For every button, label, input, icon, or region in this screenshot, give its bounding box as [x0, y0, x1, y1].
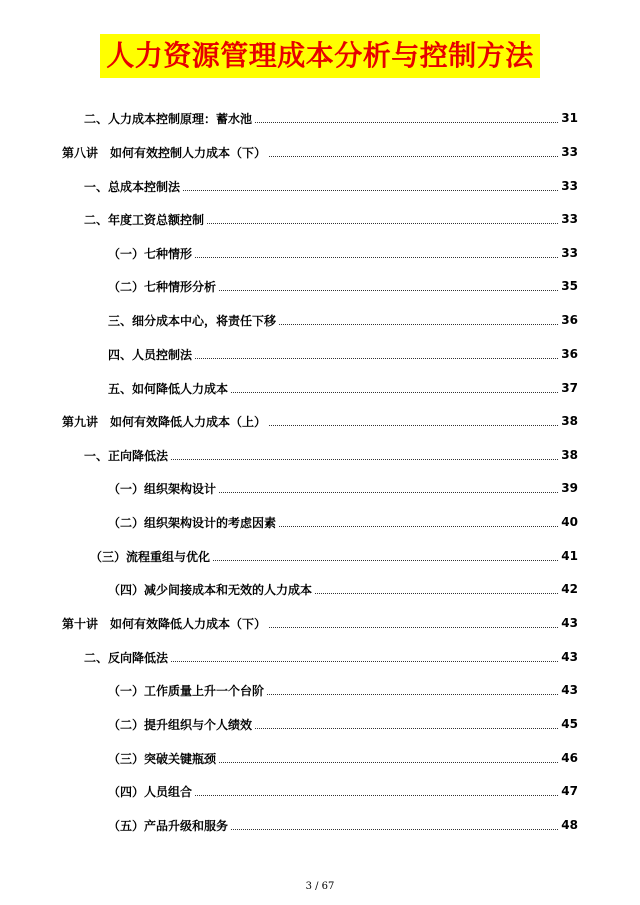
toc-leader-dots — [269, 627, 558, 628]
toc-entry-page: 39 — [561, 481, 578, 495]
toc-entry-page: 47 — [561, 784, 578, 798]
toc-entry-label: （三）突破关键瓶颈 — [108, 751, 217, 766]
toc-entry-label: 第八讲 如何有效控制人力成本（下） — [62, 145, 267, 160]
toc-leader-dots — [267, 694, 558, 695]
toc-entry-page: 48 — [561, 818, 578, 832]
toc-entry-label: （一）组织架构设计 — [108, 481, 217, 496]
document-title: 人力资源管理成本分析与控制方法 — [100, 34, 540, 78]
toc-entry[interactable] — [108, 276, 578, 296]
toc-entry-page: 40 — [561, 515, 578, 529]
toc-entry-label: 二、反向降低法 — [84, 650, 169, 665]
toc-entry-page: 46 — [561, 751, 578, 765]
toc-entry-label: 一、正向降低法 — [84, 448, 169, 463]
toc-leader-dots — [255, 728, 558, 729]
toc-entry-label: （三）流程重组与优化 — [90, 549, 211, 564]
toc-entry-page: 43 — [561, 650, 578, 664]
toc-entry-page: 41 — [561, 549, 578, 563]
toc-leader-dots — [269, 425, 558, 426]
toc-entry-label: （二）组织架构设计的考虑因素 — [108, 515, 277, 530]
toc-entry[interactable] — [108, 748, 578, 768]
toc-entry-page: 35 — [561, 279, 578, 293]
toc-entry-page: 45 — [561, 717, 578, 731]
toc-entry-label: （一）工作质量上升一个台阶 — [108, 683, 265, 698]
toc-entry-label: （四）减少间接成本和无效的人力成本 — [108, 582, 313, 597]
toc-entry[interactable] — [108, 579, 578, 599]
toc-entry-chapter[interactable] — [62, 411, 578, 431]
toc-entry-chapter[interactable] — [62, 613, 578, 633]
page-indicator: 3 / 67 — [305, 881, 335, 892]
toc-entry[interactable] — [90, 546, 578, 566]
title-wrap — [0, 34, 640, 78]
toc-leader-dots — [219, 492, 558, 493]
toc-entry[interactable] — [108, 378, 578, 398]
toc-leader-dots — [195, 257, 558, 258]
toc-entry-label: （一）七种情形 — [108, 246, 193, 261]
toc-entry-page: 36 — [561, 347, 578, 361]
toc-leader-dots — [231, 829, 558, 830]
toc-leader-dots — [279, 324, 558, 325]
toc-entry-chapter[interactable] — [62, 142, 578, 162]
toc-leader-dots — [183, 190, 558, 191]
toc-entry-page: 33 — [561, 179, 578, 193]
toc-entry-label: 第十讲 如何有效降低人力成本（下） — [62, 616, 267, 631]
toc-entry[interactable] — [84, 647, 578, 667]
toc-entry-label: 第九讲 如何有效降低人力成本（上） — [62, 414, 267, 429]
page-footer — [0, 881, 640, 892]
toc-entry[interactable] — [84, 108, 578, 128]
toc-entry[interactable] — [108, 680, 578, 700]
toc-leader-dots — [213, 560, 558, 561]
toc-entry[interactable] — [108, 344, 578, 364]
toc-entry[interactable] — [108, 478, 578, 498]
toc-entry[interactable] — [84, 176, 578, 196]
toc-leader-dots — [207, 223, 558, 224]
toc-leader-dots — [315, 593, 558, 594]
toc-entry-page: 38 — [561, 448, 578, 462]
toc-entry-page: 38 — [561, 414, 578, 428]
toc-entry-page: 36 — [561, 313, 578, 327]
toc-entry-page: 42 — [561, 582, 578, 596]
toc-entry-label: 五、如何降低人力成本 — [108, 381, 229, 396]
toc-entry-label: 四、人员控制法 — [108, 347, 193, 362]
toc-entry[interactable] — [84, 209, 578, 229]
toc-entry-page: 43 — [561, 683, 578, 697]
toc-entry-label: （五）产品升级和服务 — [108, 818, 229, 833]
toc-entry-label: （四）人员组合 — [108, 784, 193, 799]
toc-entry-label: 二、年度工资总额控制 — [84, 212, 205, 227]
toc-entry-page: 31 — [561, 111, 578, 125]
toc-entry[interactable] — [108, 243, 578, 263]
toc-entry-label: 二、人力成本控制原理：蓄水池 — [84, 111, 253, 126]
toc-entry-label: （二）七种情形分析 — [108, 279, 217, 294]
toc-entry[interactable] — [108, 310, 578, 330]
toc-entry[interactable] — [108, 781, 578, 801]
toc-leader-dots — [269, 156, 558, 157]
toc-entry[interactable] — [108, 512, 578, 532]
toc-leader-dots — [219, 762, 558, 763]
toc-leader-dots — [195, 358, 558, 359]
toc-entry[interactable] — [108, 815, 578, 835]
toc-leader-dots — [171, 459, 558, 460]
toc-entry-page: 43 — [561, 616, 578, 630]
toc-entry-label: （二）提升组织与个人绩效 — [108, 717, 253, 732]
toc-leader-dots — [195, 795, 558, 796]
toc-leader-dots — [279, 526, 558, 527]
toc-entry-label: 一、总成本控制法 — [84, 179, 181, 194]
toc-leader-dots — [219, 290, 558, 291]
toc-leader-dots — [255, 122, 558, 123]
toc-entry-page: 33 — [561, 212, 578, 226]
toc-entry-page: 37 — [561, 381, 578, 395]
toc-leader-dots — [171, 661, 558, 662]
toc-entry[interactable] — [84, 445, 578, 465]
toc-entry[interactable] — [108, 714, 578, 734]
toc-leader-dots — [231, 392, 558, 393]
toc-entry-page: 33 — [561, 145, 578, 159]
toc-entry-label: 三、细分成本中心，将责任下移 — [108, 313, 277, 328]
toc-entry-page: 33 — [561, 246, 578, 260]
